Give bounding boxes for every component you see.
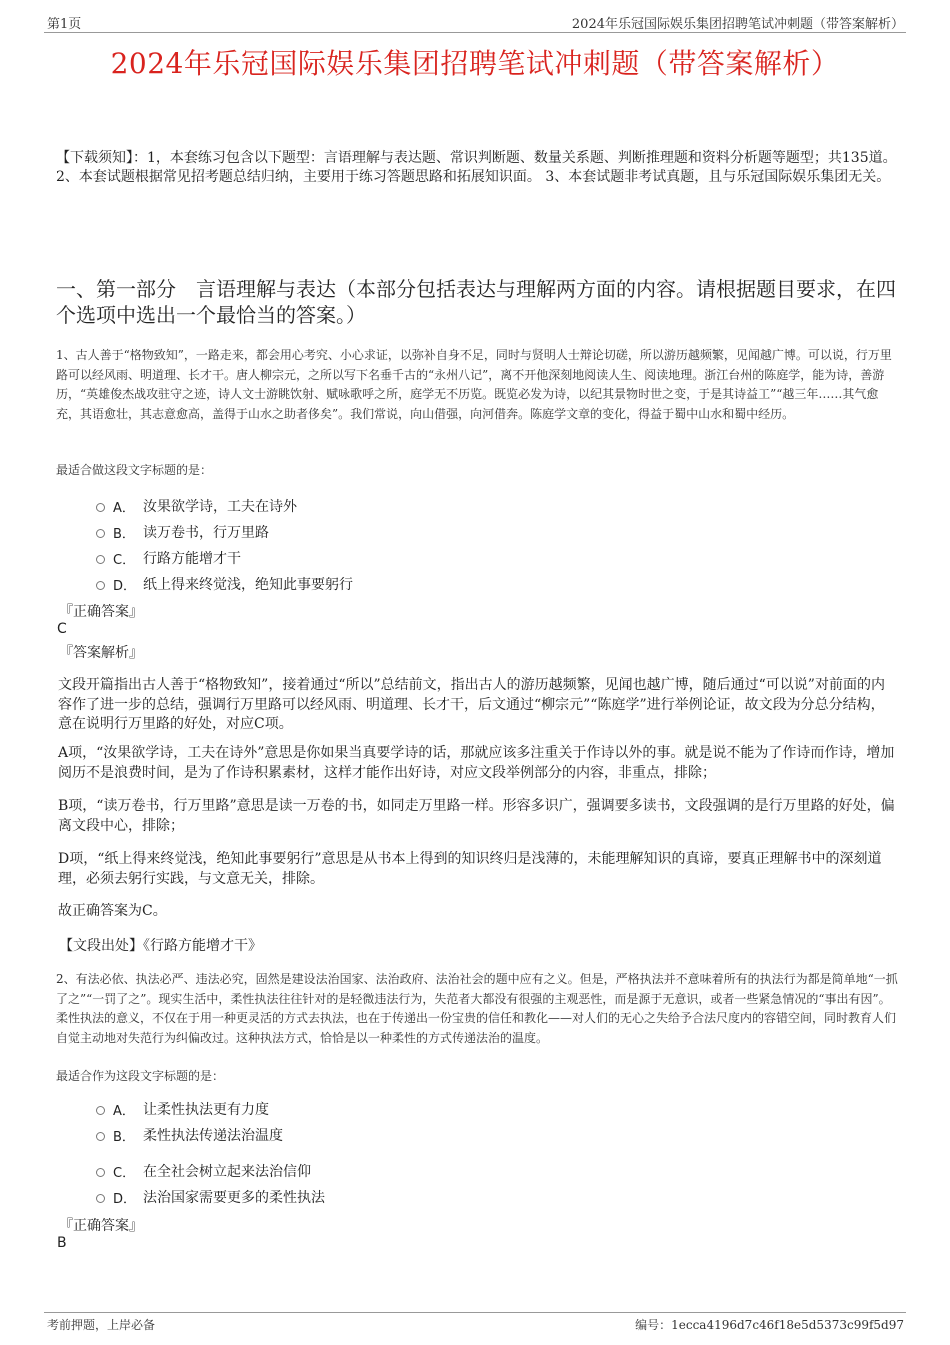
option-text: 让柔性执法更有力度 [143, 1102, 269, 1118]
option-text: 读万卷书，行万里路 [143, 525, 269, 541]
radio-icon[interactable] [96, 581, 105, 590]
footer-divider [44, 1312, 906, 1313]
option-letter: C． [113, 552, 136, 568]
question-2-option-b[interactable] [96, 1125, 283, 1145]
question-1-source: 【文段出处】《行路方能增才干》 [59, 938, 262, 954]
question-2-option-c[interactable] [96, 1161, 311, 1181]
option-letter: B． [113, 526, 135, 542]
footer-serial-number: 编号：1ecca4196d7c46f18e5d5373c99f5d97 [635, 1318, 904, 1332]
radio-icon[interactable] [96, 1168, 105, 1177]
question-1-analysis-3: B项，“读万卷书，行万里路”意思是读一万卷的书，如同走万里路一样。形容多识广，强调要多读书，文段强调的是行万里路的好处，偏离文段中心，排除； [58, 798, 895, 834]
header-doc-title: 2024年乐冠国际娱乐集团招聘笔试冲刺题（带答案解析） [571, 17, 904, 32]
question-1-answer: C [57, 621, 67, 637]
question-1-analysis-5: 故正确答案为C。 [58, 903, 167, 919]
option-text: 法治国家需要更多的柔性执法 [143, 1190, 325, 1206]
question-1-option-b[interactable] [96, 522, 269, 542]
option-text: 在全社会树立起来法治信仰 [143, 1164, 311, 1180]
question-2-prompt: 最适合作为这段文字标题的是： [56, 1069, 225, 1083]
question-1-stem: 1、古人善于“格物致知”，一路走来，都会用心考究、小心求证，以弥补自身不足，同时与贤明人士辩论切磋，所以游历越频繁，见闻越广博。可以说，行万里路可以经风雨、明道理、长才干。唐人柳宗元，之所以写下名垂千古的“永州八记”，离不开他深刻地阅读人生、阅读地理。浙江台州的陈庭学，能为诗，善游历，“英雄俊杰战攻驻守之迹，诗人文士游眺饮射、赋咏歌呼之所，庭学无不历览。既览必发为诗，以纪其景物时世之变，于是其诗益工”“越三年……其气愈充，其语愈壮，其志意愈高，盖得于山水之助者侈矣”。我们常说，向山借强，向河借奔。陈庭学文章的变化，得益于蜀中山水和蜀中经历。 [56, 348, 892, 421]
question-2-option-a[interactable] [96, 1099, 269, 1119]
radio-icon[interactable] [96, 1132, 105, 1141]
question-1-option-c[interactable] [96, 548, 241, 568]
question-1-analysis-label: 『答案解析』 [59, 645, 143, 661]
question-2-stem: 2、有法必依、执法必严、违法必究，固然是建设法治国家、法治政府、法治社会的题中应有之义。但是，严格执法并不意味着所有的执法行为都是简单地“一抓了之”“一罚了之”。现实生活中，柔性执法往往针对的是轻微违法行为，失范者大都没有很强的主观恶性，而是源于无意识，或者一些紧急情况的“事出有因”。柔性执法的意义，不仅在于用一种更灵活的方式去执法，也在于传递出一份宝贵的信任和教化——对人们的无心之失给予合法尺度内的容错空间，同时教育人们自觉主动地对失范行为纠偏改过。这种执法方式，恰恰是以一种柔性的方式传递法治的温度。 [56, 972, 898, 1045]
radio-icon[interactable] [96, 555, 105, 564]
radio-icon[interactable] [96, 529, 105, 538]
header-divider [44, 32, 906, 33]
question-1-answer-label: 『正确答案』 [59, 604, 143, 620]
option-text: 纸上得来终觉浅，绝知此事要躬行 [143, 577, 353, 593]
option-text: 汝果欲学诗，工夫在诗外 [143, 499, 297, 515]
question-1-option-a[interactable] [96, 496, 297, 516]
question-2-option-d[interactable] [96, 1187, 325, 1207]
option-text: 行路方能增才干 [143, 551, 241, 567]
option-letter: D． [113, 578, 137, 594]
question-1-analysis-4: D项，“纸上得来终觉浅，绝知此事要躬行”意思是从书本上得到的知识终归是浅薄的，未能理解知识的真谛，要真正理解书中的深刻道理，必须去躬行实践，与文意无关，排除。 [58, 851, 882, 887]
header-page-number: 第1页 [47, 17, 82, 32]
radio-icon[interactable] [96, 1194, 105, 1203]
option-text: 柔性执法传递法治温度 [143, 1128, 283, 1144]
option-letter: B． [113, 1129, 135, 1145]
option-letter: A． [113, 1103, 135, 1119]
question-2-answer-label: 『正确答案』 [59, 1218, 143, 1234]
question-1-analysis-1: 文段开篇指出古人善于“格物致知”，接着通过“所以”总结前文，指出古人的游历越频繁，见闻也越广博，随后通过“可以说”对前面的内容作了进一步的总结，强调行万里路可以经风雨、明道理、长才干，后文通过“柳宗元”“陈庭学”进行举例论证，故文段为分总分结构，意在说明行万里路的好处，对应C项。 [58, 677, 885, 732]
question-2-answer: B [57, 1235, 67, 1251]
question-1-option-d[interactable] [96, 574, 353, 594]
radio-icon[interactable] [96, 1106, 105, 1115]
option-letter: A． [113, 500, 135, 516]
radio-icon[interactable] [96, 503, 105, 512]
question-1-analysis-2: A项，“汝果欲学诗，工夫在诗外”意思是你如果当真要学诗的话，那就应该多注重关于作诗以外的事。就是说不能为了作诗而作诗，增加阅历不是浪费时间，是为了作诗积累素材，这样才能作出好诗，对应文段举例部分的内容，非重点，排除； [58, 745, 895, 781]
footer-slogan: 考前押题，上岸必备 [47, 1318, 156, 1332]
download-notice: 【下载须知】：1，本套练习包含以下题型：言语理解与表达题、常识判断题、数量关系题、判断推理题和资料分析题等题型；共135道。 2、本套试题根据常见招考题总结归纳，主要用于练习答题思路和拓展知识面。 3、本套试题非考试真题，且与乐冠国际娱乐集团无关。 [56, 150, 897, 185]
section-title: 一、第一部分 言语理解与表达（本部分包括表达与理解两方面的内容。请根据题目要求，在四个选项中选出一个最恰当的答案。） [56, 277, 896, 327]
question-1-prompt: 最适合做这段文字标题的是： [56, 463, 213, 477]
page-title: 2024年乐冠国际娱乐集团招聘笔试冲刺题（带答案解析） [110, 47, 840, 80]
option-letter: D． [113, 1191, 137, 1207]
option-letter: C． [113, 1165, 136, 1181]
